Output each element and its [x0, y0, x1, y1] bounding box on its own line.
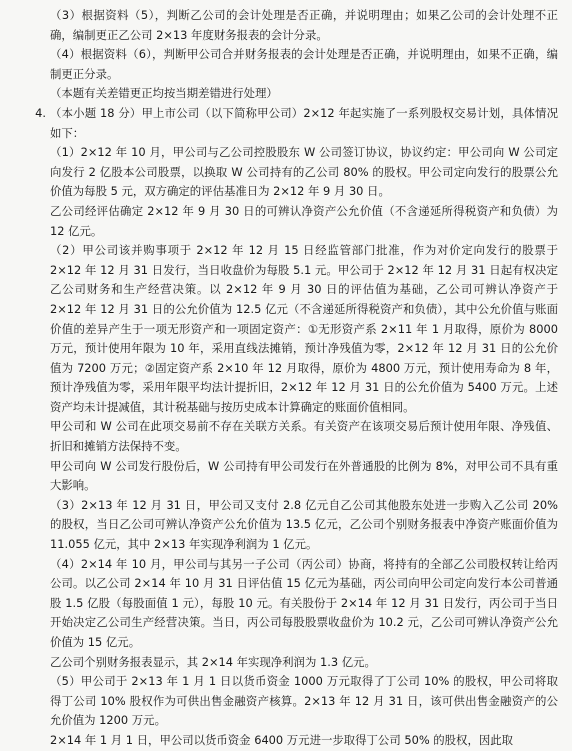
q4-item-2-relation: 甲公司和 W 公司在此项交易前不存在关联方关系。有关资产在该项交易后预计使用年限、净残值、折旧和摊销方法保持不变。 — [50, 419, 558, 454]
q4-item-4: （4）2×14 年 10 月，甲公司与其另一子公司（丙公司）协商，将持有的全部乙公司股权转让给丙公司。以乙公司 2×14 年 10 月 31 日评估值 15 亿元为基础，丙公司向甲公司定向发行本公司普通股 1.5 亿股（每股面值 1 元），每股 10 元。有关股份于 2×14 年 12 月 31 日发行，丙公司于当日开始决定乙公司生产经营决策。当日，丙公司每股股票收盘价为 10.2 元，乙公司可辨认净资产公允价值为 15 亿元。 — [50, 556, 558, 649]
paragraph-sub4: （4）根据资料（6），判断甲公司合并财务报表的会计处理是否正确，并说明理由，如果不正确，编制更正分录。 — [50, 47, 558, 81]
paragraph-sub3: （3）根据资料（5），判断乙公司的会计处理是否正确，并说明理由；如果乙公司的会计处理不正确，编制更正乙公司 2×13 年度财务报表的会计分录。 — [50, 8, 558, 42]
q4-item-2-share: 甲公司向 W 公司发行股份后，W 公司持有甲公司发行在外普通股的比例为 8%，对甲公司不具有重大影响。 — [50, 458, 558, 493]
q4-item-2: （2）甲公司该并购事项于 2×12 年 12 月 15 日经监管部门批准，作为对价定向发行的股票于 2×12 年 12 月 31 日发行，当日收盘价为每股 5.1 元。甲公司于 2×12 年 12 月 31 日起有权决定乙公司财务和生产经营决策。以 2×12 年 9 月 30 日的评估值为基础，乙公司可辨认净资产于 2×12 年 12 月 31 日的公允价值为 12.5 亿元（不含递延所得税资产和负债），其中公允价值与账面价值的差异产生于一项无形资产和一项固定资产：①无形资产系 2×11 年 1 月取得，原价为 8000 万元，预计使用年限为 10 年，采用直线法摊销，预计净残值为零，2×12 年 12 月 31 日的公允价值为 7200 万元；②固定资产系 2×10 年 12 月取得，原价为 4800 万元，预计使用寿命为 8 年，预计净残值为零，采用年限平均法计提折旧，2×12 年 12 月 31 日的公允价值为 5400 万元。上述资产均未计提减值，其计税基础与按历史成本计算确定的账面价值相同。 — [50, 243, 558, 414]
q4-item-3: （3）2×13 年 12 月 31 日，甲公司又支付 2.8 亿元自乙公司其他股东处进一步购入乙公司 20% 的股权，当日乙公司可辨认净资产公允价值为 13.5 亿元，乙公司个别财务报表中净资产账面价值为 11.055 亿元，其中 2×13 年实现净利润为 1 亿元。 — [50, 497, 558, 552]
q4-item-1-cont: 乙公司经评估确定 2×12 年 9 月 30 日的可辨认净资产公允价值（不含递延所得税资产和负债）为 12 亿元。 — [50, 203, 558, 238]
question-body — [50, 104, 558, 751]
question-number: 4. — [35, 105, 46, 120]
q4-item-4-profit: 乙公司个别财务报表显示，其 2×14 年实现净利润为 1.3 亿元。 — [50, 654, 376, 669]
q4-item-1: （1）2×12 年 10 月，甲公司与乙公司控股股东 W 公司签订协议，协议约定：甲公司向 W 公司定向发行 2 亿股本公司股票，以换取 W 公司持有的乙公司 80% 的股权。甲公司定向发行的股票公允价值为每股 5 元，双方确定的评估基准日为 2×12 年 9 月 30 日。 — [50, 145, 558, 199]
q4-item-5: （5）甲公司于 2×13 年 1 月 1 日以货币资金 1000 万元取得了丁公司 10% 的股权，甲公司将取得丁公司 10% 股权作为可供出售金融资产核算。2×13 年 12 月 31 日，该可供出售金融资产的公允价值为 1200 万元。 — [50, 674, 558, 728]
question-4 — [6, 104, 558, 751]
q4-intro: （本小题 18 分）甲上市公司（以下简称甲公司）2×12 年起实施了一系列股权交易计划，具体情况如下： — [50, 105, 558, 140]
paragraph-note: （本题有关差错更正均按当期差错进行处理） — [50, 86, 278, 101]
q4-item-5-cont: 2×14 年 1 月 1 日，甲公司以货币资金 6400 万元进一步取得丁公司 50% 的股权，因此取 — [50, 732, 514, 747]
